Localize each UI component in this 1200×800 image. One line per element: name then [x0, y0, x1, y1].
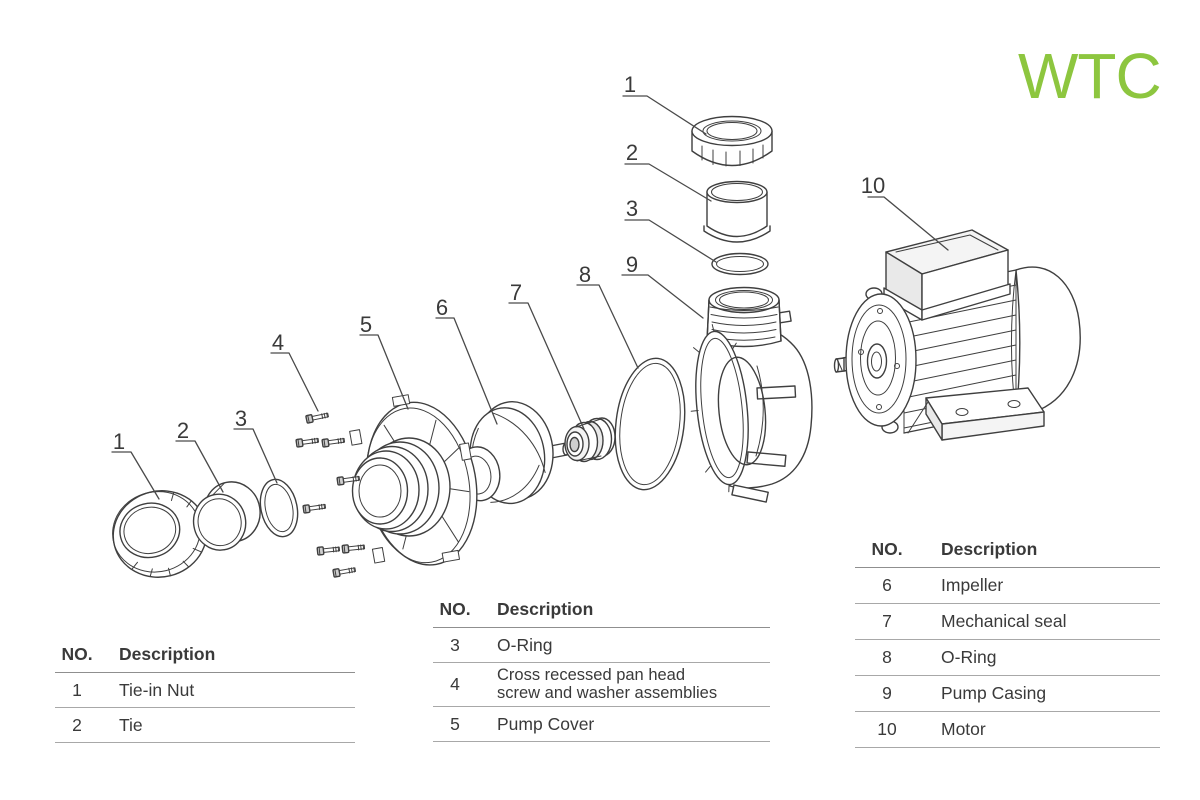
- table-row: [855, 568, 1160, 603]
- part-o-ring-top: [712, 254, 768, 275]
- callout-number: 1: [112, 429, 126, 454]
- row-number: 1: [72, 679, 82, 700]
- row-number: 7: [882, 611, 892, 631]
- header-no: NO.: [61, 644, 93, 664]
- callout-number: 5: [359, 312, 373, 337]
- row-description: Mechanical seal: [941, 611, 1067, 631]
- table-row: [433, 628, 770, 662]
- row-description: Pump Casing: [941, 683, 1047, 703]
- part-tie-top: [704, 182, 770, 243]
- table-row: [855, 604, 1160, 639]
- part-pump-casing: [682, 288, 812, 503]
- row-description: Motor: [941, 719, 986, 739]
- header-description: Description: [119, 644, 216, 664]
- row-number: 6: [882, 575, 892, 595]
- row-description: Tie: [119, 714, 143, 735]
- header-no: NO.: [871, 539, 903, 559]
- table-row: [55, 708, 355, 742]
- callout-number: 10: [860, 173, 886, 198]
- row-description: Pump Cover: [497, 713, 595, 734]
- brand-logo: WTC: [1018, 40, 1161, 112]
- part-o-ring-small: [255, 476, 302, 540]
- row-number: 5: [450, 713, 460, 734]
- row-description-line: Cross recessed pan head: [497, 666, 686, 684]
- table-row: [855, 676, 1160, 711]
- part-tie-in-nut-top: [692, 117, 772, 167]
- table-row: [855, 640, 1160, 675]
- row-number: 10: [877, 719, 897, 739]
- row-number: 3: [450, 634, 460, 655]
- parts-table-middle: [433, 599, 770, 742]
- callout-number: 8: [578, 262, 592, 287]
- table-header: [855, 539, 1160, 567]
- parts-table-left: [55, 644, 355, 743]
- callout-number: 6: [435, 295, 449, 320]
- row-number: 2: [72, 714, 82, 735]
- row-description: Tie-in Nut: [119, 679, 195, 700]
- divider: [433, 741, 770, 742]
- part-mechanical-seal: [565, 418, 615, 462]
- part-motor: [835, 230, 1081, 440]
- part-pump-cover: [345, 386, 489, 576]
- header-description: Description: [941, 539, 1038, 559]
- header-no: NO.: [439, 599, 471, 619]
- callout-number: 4: [271, 330, 285, 355]
- row-number: 8: [882, 647, 892, 667]
- part-o-ring-large: [608, 354, 692, 493]
- table-row: [433, 663, 770, 706]
- row-description: [477, 667, 770, 702]
- divider: [855, 747, 1160, 748]
- callout-number: 2: [625, 140, 639, 165]
- row-description-line: screw and washer assemblies: [497, 683, 718, 702]
- row-description: O-Ring: [941, 647, 997, 667]
- row-number: 4: [450, 674, 460, 694]
- row-description: Impeller: [941, 575, 1004, 595]
- parts-table-right: [855, 539, 1160, 748]
- callout-number: 1: [623, 72, 637, 97]
- table-header: [55, 644, 355, 672]
- callout-number: 3: [625, 196, 639, 221]
- callout-number: 9: [625, 252, 639, 277]
- divider: [55, 742, 355, 743]
- table-row: [433, 707, 770, 741]
- table-row: [855, 712, 1160, 747]
- callout-number: 7: [509, 280, 523, 305]
- row-description: O-Ring: [497, 634, 553, 655]
- callout-number: 3: [234, 406, 248, 431]
- row-number: 9: [882, 683, 892, 703]
- table-header: [433, 599, 770, 627]
- header-description: Description: [497, 599, 594, 619]
- table-row: [55, 673, 355, 707]
- callout-number: 2: [176, 418, 190, 443]
